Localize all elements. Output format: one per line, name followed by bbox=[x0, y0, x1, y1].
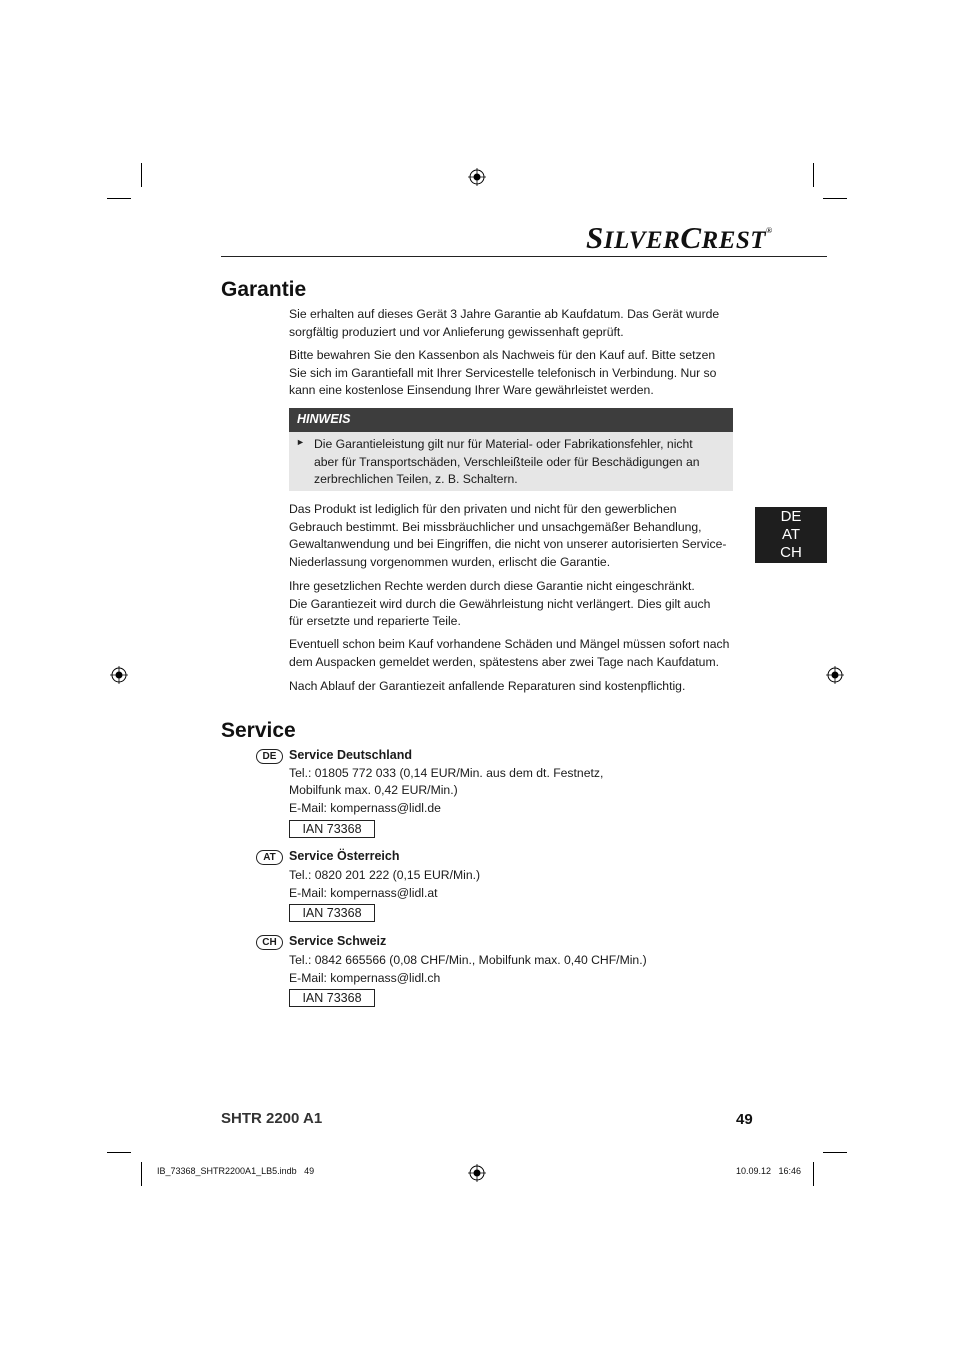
crop-mark bbox=[107, 198, 131, 199]
registration-mark-icon bbox=[468, 1164, 486, 1182]
ian-box: IAN 73368 bbox=[289, 820, 375, 838]
service-title: Service Schweiz bbox=[289, 934, 387, 948]
service-line: Mobilfunk max. 0,42 EUR/Min.) bbox=[289, 783, 458, 797]
service-line: Tel.: 0842 665566 (0,08 CHF/Min., Mobilfunk max. 0,40 CHF/Min.) bbox=[289, 953, 647, 967]
hinweis-title: HINWEIS bbox=[297, 412, 351, 426]
service-heading: Service bbox=[221, 719, 296, 742]
garantie-paragraph: Ihre gesetzlichen Rechte werden durch diese Garantie nicht eingeschränkt. Die Garantiezeit wird durch die Gewährleistung nicht verlängert. Dies gilt auch für ersetzte und reparierte Teile. bbox=[289, 579, 711, 629]
ian-box: IAN 73368 bbox=[289, 989, 375, 1007]
hinweis-header bbox=[289, 408, 733, 432]
bullet-arrow-icon: ► bbox=[296, 437, 305, 447]
service-line: Tel.: 0820 201 222 (0,15 EUR/Min.) bbox=[289, 868, 481, 882]
crop-mark bbox=[813, 1162, 814, 1186]
registration-mark-icon bbox=[826, 666, 844, 684]
hinweis-text: Die Garantieleistung gilt nur für Material- oder Fabrikationsfehler, nicht aber für Transportschäden, Verschleißteile oder für Beschädigungen an zerbrechlichen Teilen, z. B. Schaltern. bbox=[314, 437, 700, 487]
registration-mark-icon bbox=[468, 168, 486, 186]
page-number: 49 bbox=[736, 1111, 753, 1128]
slug-datetime: 10.09.12 16:46 bbox=[736, 1166, 802, 1176]
ian-box: IAN 73368 bbox=[289, 904, 375, 922]
service-email: E-Mail: kompernass@lidl.de bbox=[289, 801, 441, 815]
crop-mark bbox=[823, 198, 847, 199]
service-email: E-Mail: kompernass@lidl.ch bbox=[289, 971, 441, 985]
crop-mark bbox=[813, 163, 814, 187]
country-badge: DE bbox=[256, 749, 283, 764]
country-badge: AT bbox=[256, 850, 283, 865]
crop-mark bbox=[141, 163, 142, 187]
garantie-paragraph: Bitte bewahren Sie den Kassenbon als Nachweis für den Kauf auf. Bitte setzen Sie sich im Garantiefall mit Ihrer Servicestelle telefonisch in Verbindung. Nur so kann eine kostenlose Einsendung Ihrer Ware gewährleistet werden. bbox=[289, 348, 717, 398]
brand-logo: SILVERCREST® bbox=[586, 220, 773, 255]
header-rule bbox=[221, 256, 827, 257]
country-badge: CH bbox=[256, 935, 283, 950]
crop-mark bbox=[141, 1162, 142, 1186]
language-tab bbox=[755, 507, 827, 563]
crop-mark bbox=[823, 1152, 847, 1153]
crop-mark bbox=[107, 1152, 131, 1153]
garantie-paragraph: Sie erhalten auf dieses Gerät 3 Jahre Garantie ab Kaufdatum. Das Gerät wurde sorgfältig produziert und vor Anlieferung gewissenhaft geprüft. bbox=[289, 307, 720, 339]
language-code: DE bbox=[780, 508, 802, 525]
service-email: E-Mail: kompernass@lidl.at bbox=[289, 886, 438, 900]
language-code: CH bbox=[780, 544, 802, 561]
garantie-paragraph: Das Produkt ist lediglich für den privaten und nicht für den gewerblichen Gebrauch bestimmt. Bei missbräuchlicher und unsachgemäßer Behandlung, Gewaltanwendung und bei Eingriffen, die nicht von unserer autorisierten Service- Niederlassung vorgenommen wurden, erlischt die Garantie. bbox=[289, 502, 727, 569]
service-title: Service Österreich bbox=[289, 849, 400, 863]
garantie-paragraph: Nach Ablauf der Garantiezeit anfallende Reparaturen sind kostenpflichtig. bbox=[289, 679, 686, 693]
slug-file: IB_73368_SHTR2200A1_LB5.indb 49 bbox=[157, 1166, 315, 1176]
service-title: Service Deutschland bbox=[289, 748, 412, 762]
language-code: AT bbox=[781, 526, 801, 543]
service-line: Tel.: 01805 772 033 (0,14 EUR/Min. aus dem dt. Festnetz, bbox=[289, 766, 604, 780]
registration-mark-icon bbox=[110, 666, 128, 684]
garantie-paragraph: Eventuell schon beim Kauf vorhandene Schäden und Mängel müssen sofort nach dem Auspacken gemeldet werden, spätestens aber zwei Tage nach Kaufdatum. bbox=[289, 637, 730, 669]
footer-model: SHTR 2200 A1 bbox=[221, 1110, 323, 1127]
garantie-heading: Garantie bbox=[221, 278, 307, 301]
